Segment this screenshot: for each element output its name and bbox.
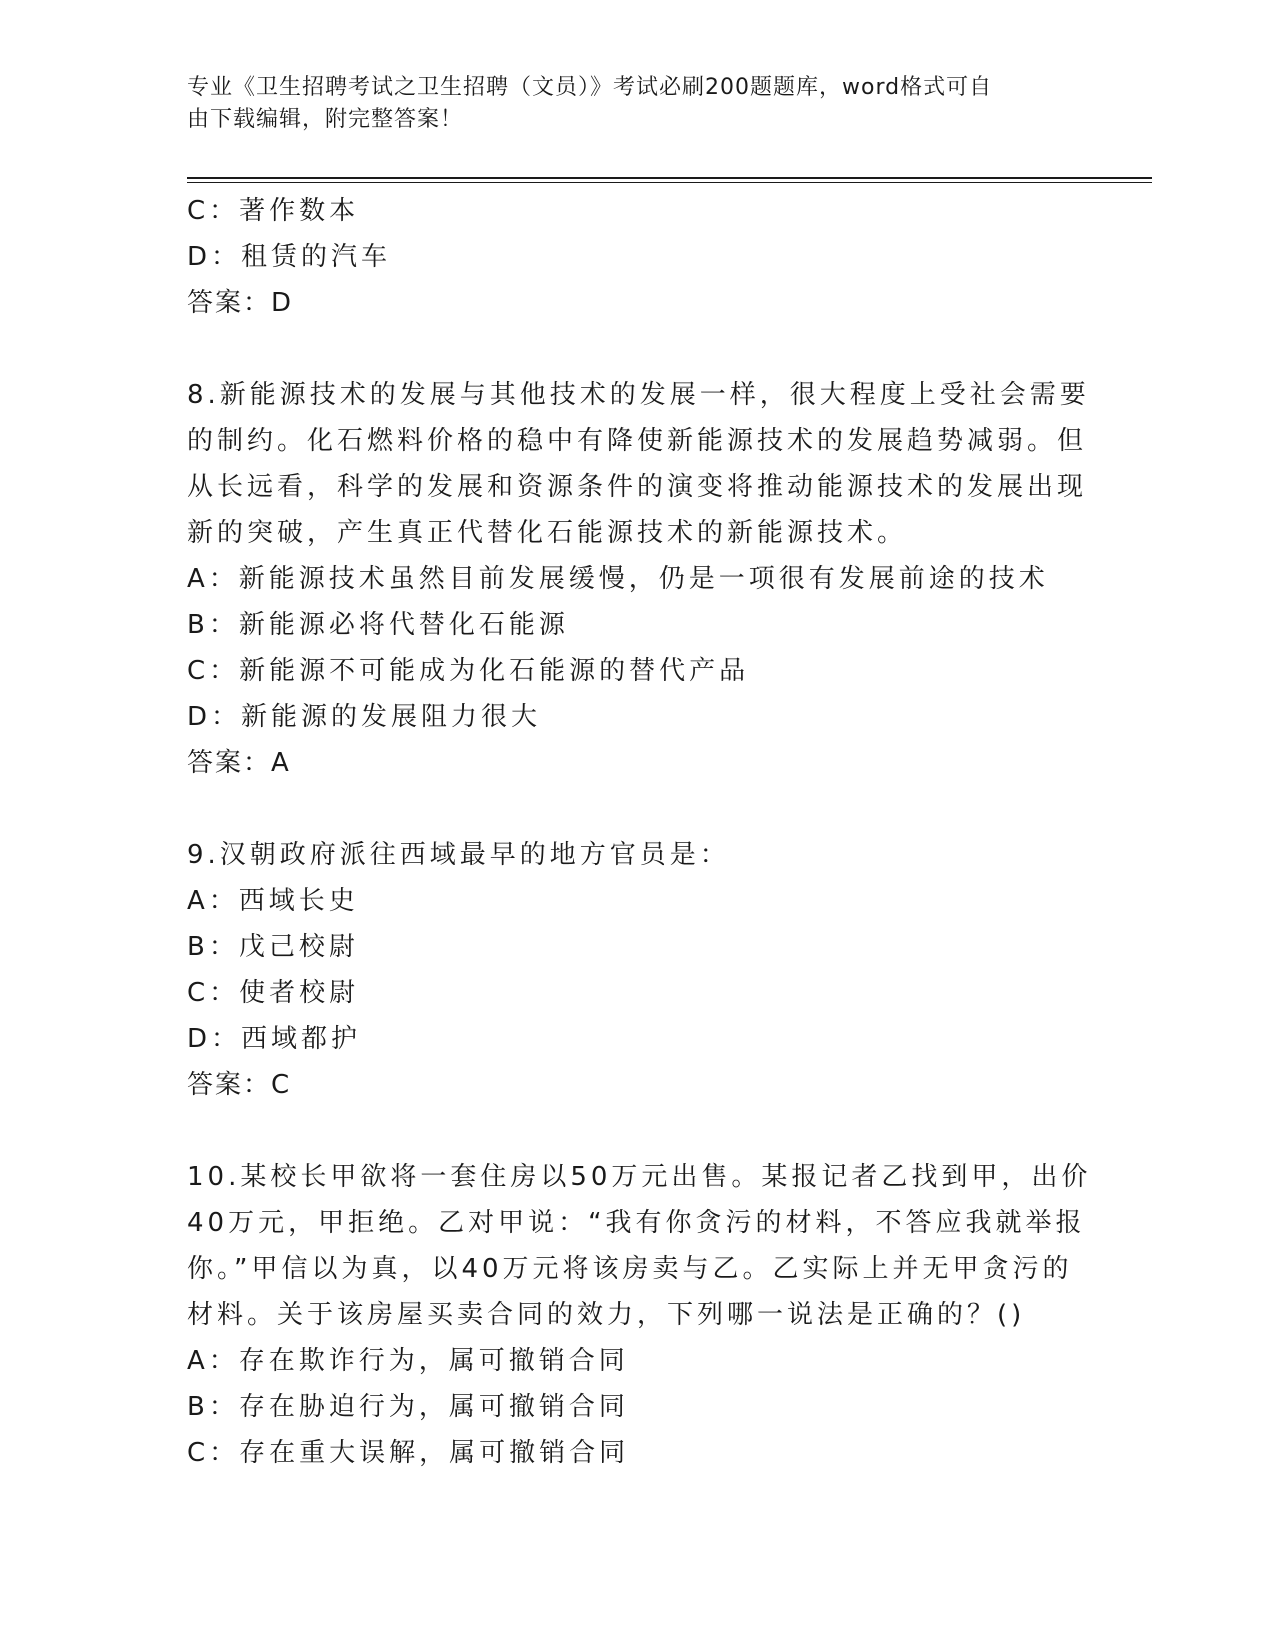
option-a: A：新能源技术虽然目前发展缓慢，仍是一项很有发展前途的技术 bbox=[187, 564, 1049, 594]
stem-line: 8.新能源技术的发展与其他技术的发展一样，很大程度上受社会需要 bbox=[187, 380, 1090, 410]
question-stem bbox=[187, 1154, 1092, 1338]
header-divider-thin bbox=[187, 182, 1152, 183]
option-c: C：使者校尉 bbox=[187, 978, 360, 1008]
stem-line: 40万元，甲拒绝。乙对甲说：“我有你贪污的材料，不答应我就举报 bbox=[187, 1208, 1086, 1238]
stem-line: 的制约。化石燃料价格的稳中有降使新能源技术的发展趋势减弱。但 bbox=[187, 426, 1088, 456]
header-divider-thick bbox=[187, 177, 1152, 179]
answer: 答案：D bbox=[187, 288, 294, 318]
option-b: B：新能源必将代替化石能源 bbox=[187, 610, 569, 640]
spacer bbox=[187, 1108, 1087, 1154]
option-b: B：存在胁迫行为，属可撤销合同 bbox=[187, 1392, 629, 1422]
option-c: C：新能源不可能成为化石能源的替代产品 bbox=[187, 656, 750, 686]
stem-line: 10.某校长甲欲将一套住房以50万元出售。某报记者乙找到甲，出价 bbox=[187, 1162, 1092, 1192]
question-stem bbox=[187, 832, 1077, 878]
stem-line: 你。”甲信以为真，以40万元将该房卖与乙。乙实际上并无甲贪污的 bbox=[187, 1254, 1073, 1284]
question-list bbox=[187, 188, 1092, 1476]
question-10 bbox=[187, 1154, 1092, 1476]
stem-line: 新的突破，产生真正代替化石能源技术的新能源技术。 bbox=[187, 518, 908, 548]
answer: 答案：A bbox=[187, 748, 291, 778]
answer: 答案：C bbox=[187, 1070, 292, 1100]
option-d: D：新能源的发展阻力很大 bbox=[187, 702, 542, 732]
question-stem bbox=[187, 372, 1090, 556]
option-d: D：西域都护 bbox=[187, 1024, 362, 1054]
stem-line: 从长远看，科学的发展和资源条件的演变将推动能源技术的发展出现 bbox=[187, 472, 1088, 502]
option-a: A：西域长史 bbox=[187, 886, 359, 916]
stem-line: 9.汉朝政府派往西域最早的地方官员是： bbox=[187, 840, 730, 870]
header-line-1: 专业《卫生招聘考试之卫生招聘（文员）》考试必刷200题题库，word格式可自 bbox=[187, 75, 993, 100]
option-c: C：著作数本 bbox=[187, 196, 360, 226]
spacer bbox=[187, 326, 1087, 372]
question-9 bbox=[187, 832, 1087, 1108]
option-d: D：租赁的汽车 bbox=[187, 242, 392, 272]
option-b: B：戊己校尉 bbox=[187, 932, 359, 962]
document-header bbox=[187, 72, 1067, 136]
header-line-2: 由下载编辑，附完整答案！ bbox=[187, 107, 464, 132]
question-8 bbox=[187, 372, 1090, 786]
previous-question-continuation bbox=[187, 188, 1087, 326]
option-a: A：存在欺诈行为，属可撤销合同 bbox=[187, 1346, 629, 1376]
spacer bbox=[187, 786, 1087, 832]
stem-line: 材料。关于该房屋买卖合同的效力，下列哪一说法是正确的？() bbox=[187, 1300, 1026, 1330]
option-c: C：存在重大误解，属可撤销合同 bbox=[187, 1438, 630, 1468]
